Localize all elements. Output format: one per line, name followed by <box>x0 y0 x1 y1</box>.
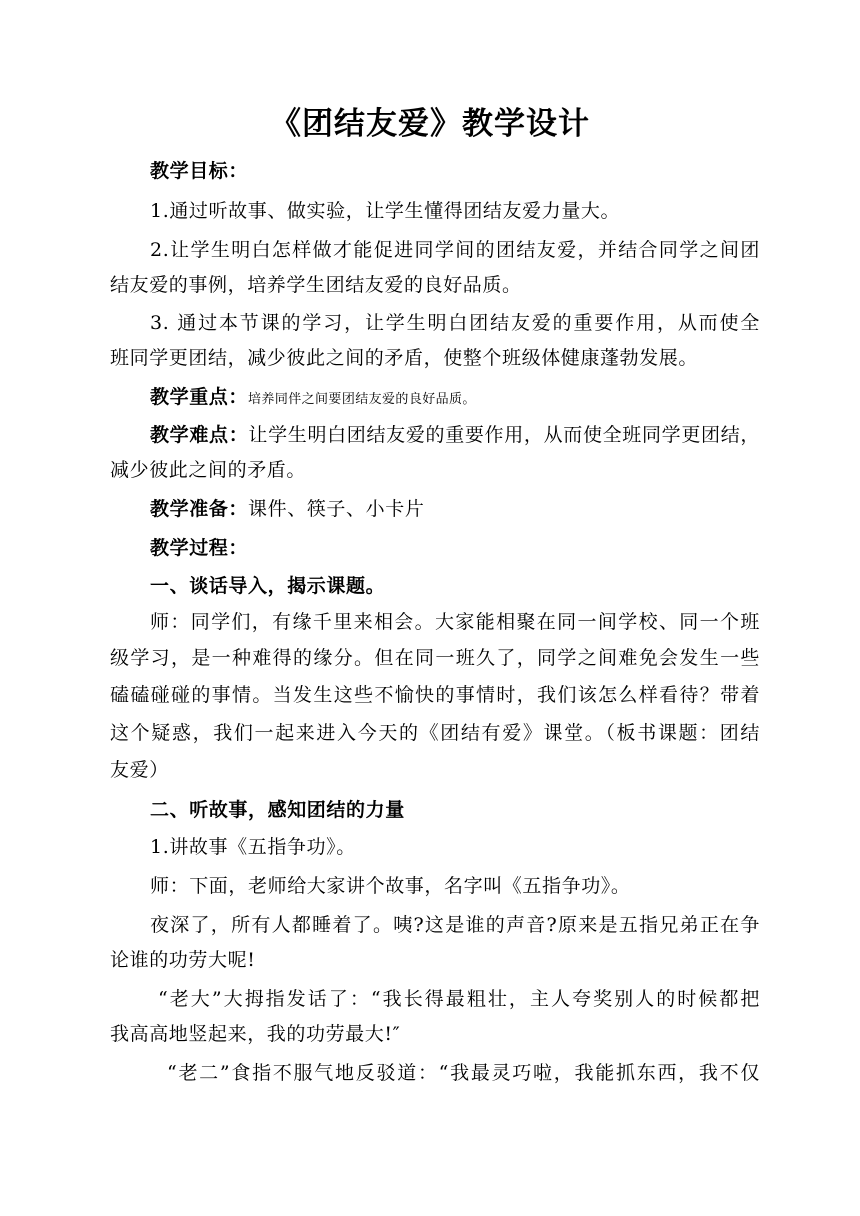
section-1-paragraph-line-5: 友爱） <box>110 759 169 781</box>
story-item: 1.讲故事《五指争功》。 <box>150 836 356 858</box>
preparation-text: 课件、筷子、小卡片 <box>248 498 425 520</box>
section-2-heading: 二、听故事，感知团结的力量 <box>150 799 405 821</box>
key-point-label: 教学重点： <box>150 386 249 408</box>
difficulty-text-line-2: 减少彼此之间的矛盾。 <box>110 459 307 481</box>
section-1-heading: 一、谈话导入，揭示课题。 <box>150 575 386 597</box>
story-paragraph-3-line-1: “老二”食指不服气地反驳道：“我最灵巧啦，我能抓东西，我不仅 <box>167 1062 760 1084</box>
section-1-paragraph-line-2: 级学习，是一种难得的缘分。但在同一班久了，同学之间难免会发生一些 <box>110 647 760 669</box>
key-point-row <box>150 384 760 413</box>
story-paragraph-1-line-1: 夜深了，所有人都睡着了。咦?这是谁的声音?原来是五指兄弟正在争 <box>150 914 760 936</box>
story-paragraph-1-line-2: 论谁的功劳大呢! <box>110 949 256 971</box>
section-1-paragraph-line-3: 磕磕碰碰的事情。当发生这些不愉快的事情时，我们该怎么样看待？带着 <box>110 684 760 706</box>
story-paragraph-2-line-2: 我高高地竖起来，我的功劳最大!″ <box>110 1023 401 1045</box>
document-title: 《团结友爱》教学设计 <box>270 106 590 142</box>
process-heading: 教学过程： <box>150 537 249 559</box>
objective-3-line-2: 班同学更团结，减少彼此之间的矛盾，使整个班级体健康蓬勃发展。 <box>110 347 699 369</box>
key-point-text: 培养同伴之间要团结友爱的良好品质。 <box>248 392 476 407</box>
difficulty-row <box>150 422 760 448</box>
difficulty-text-line-1: 让学生明白团结友爱的重要作用，从而使全班同学更团结， <box>248 424 760 446</box>
objective-3-line-1: 3. 通过本节课的学习，让学生明白团结友爱的重要作用，从而使全 <box>150 312 760 334</box>
preparation-label: 教学准备： <box>150 498 249 520</box>
objective-2-line-1: 2.让学生明白怎样做才能促进同学间的团结友爱，并结合同学之间团 <box>150 239 760 261</box>
objective-2-line-2: 结友爱的事例，培养学生团结友爱的良好品质。 <box>110 274 522 296</box>
section-1-paragraph-line-4: 这个疑惑，我们一起来进入今天的《团结有爱》课堂。（板书课题：团结 <box>110 722 760 744</box>
teacher-line: 师：下面，老师给大家讲个故事，名字叫《五指争功》。 <box>150 875 631 897</box>
difficulty-label: 教学难点： <box>150 424 249 446</box>
preparation-row <box>150 496 760 522</box>
section-1-paragraph-line-1: 师：同学们，有缘千里来相会。大家能相聚在同一间学校、同一个班 <box>150 611 760 633</box>
objectives-heading: 教学目标： <box>150 160 249 182</box>
objective-1: 1.通过听故事、做实验，让学生懂得团结友爱力量大。 <box>150 200 621 222</box>
story-paragraph-2-line-1: “老大”大拇指发话了：“我长得最粗壮，主人夸奖别人的时候都把 <box>158 988 760 1010</box>
